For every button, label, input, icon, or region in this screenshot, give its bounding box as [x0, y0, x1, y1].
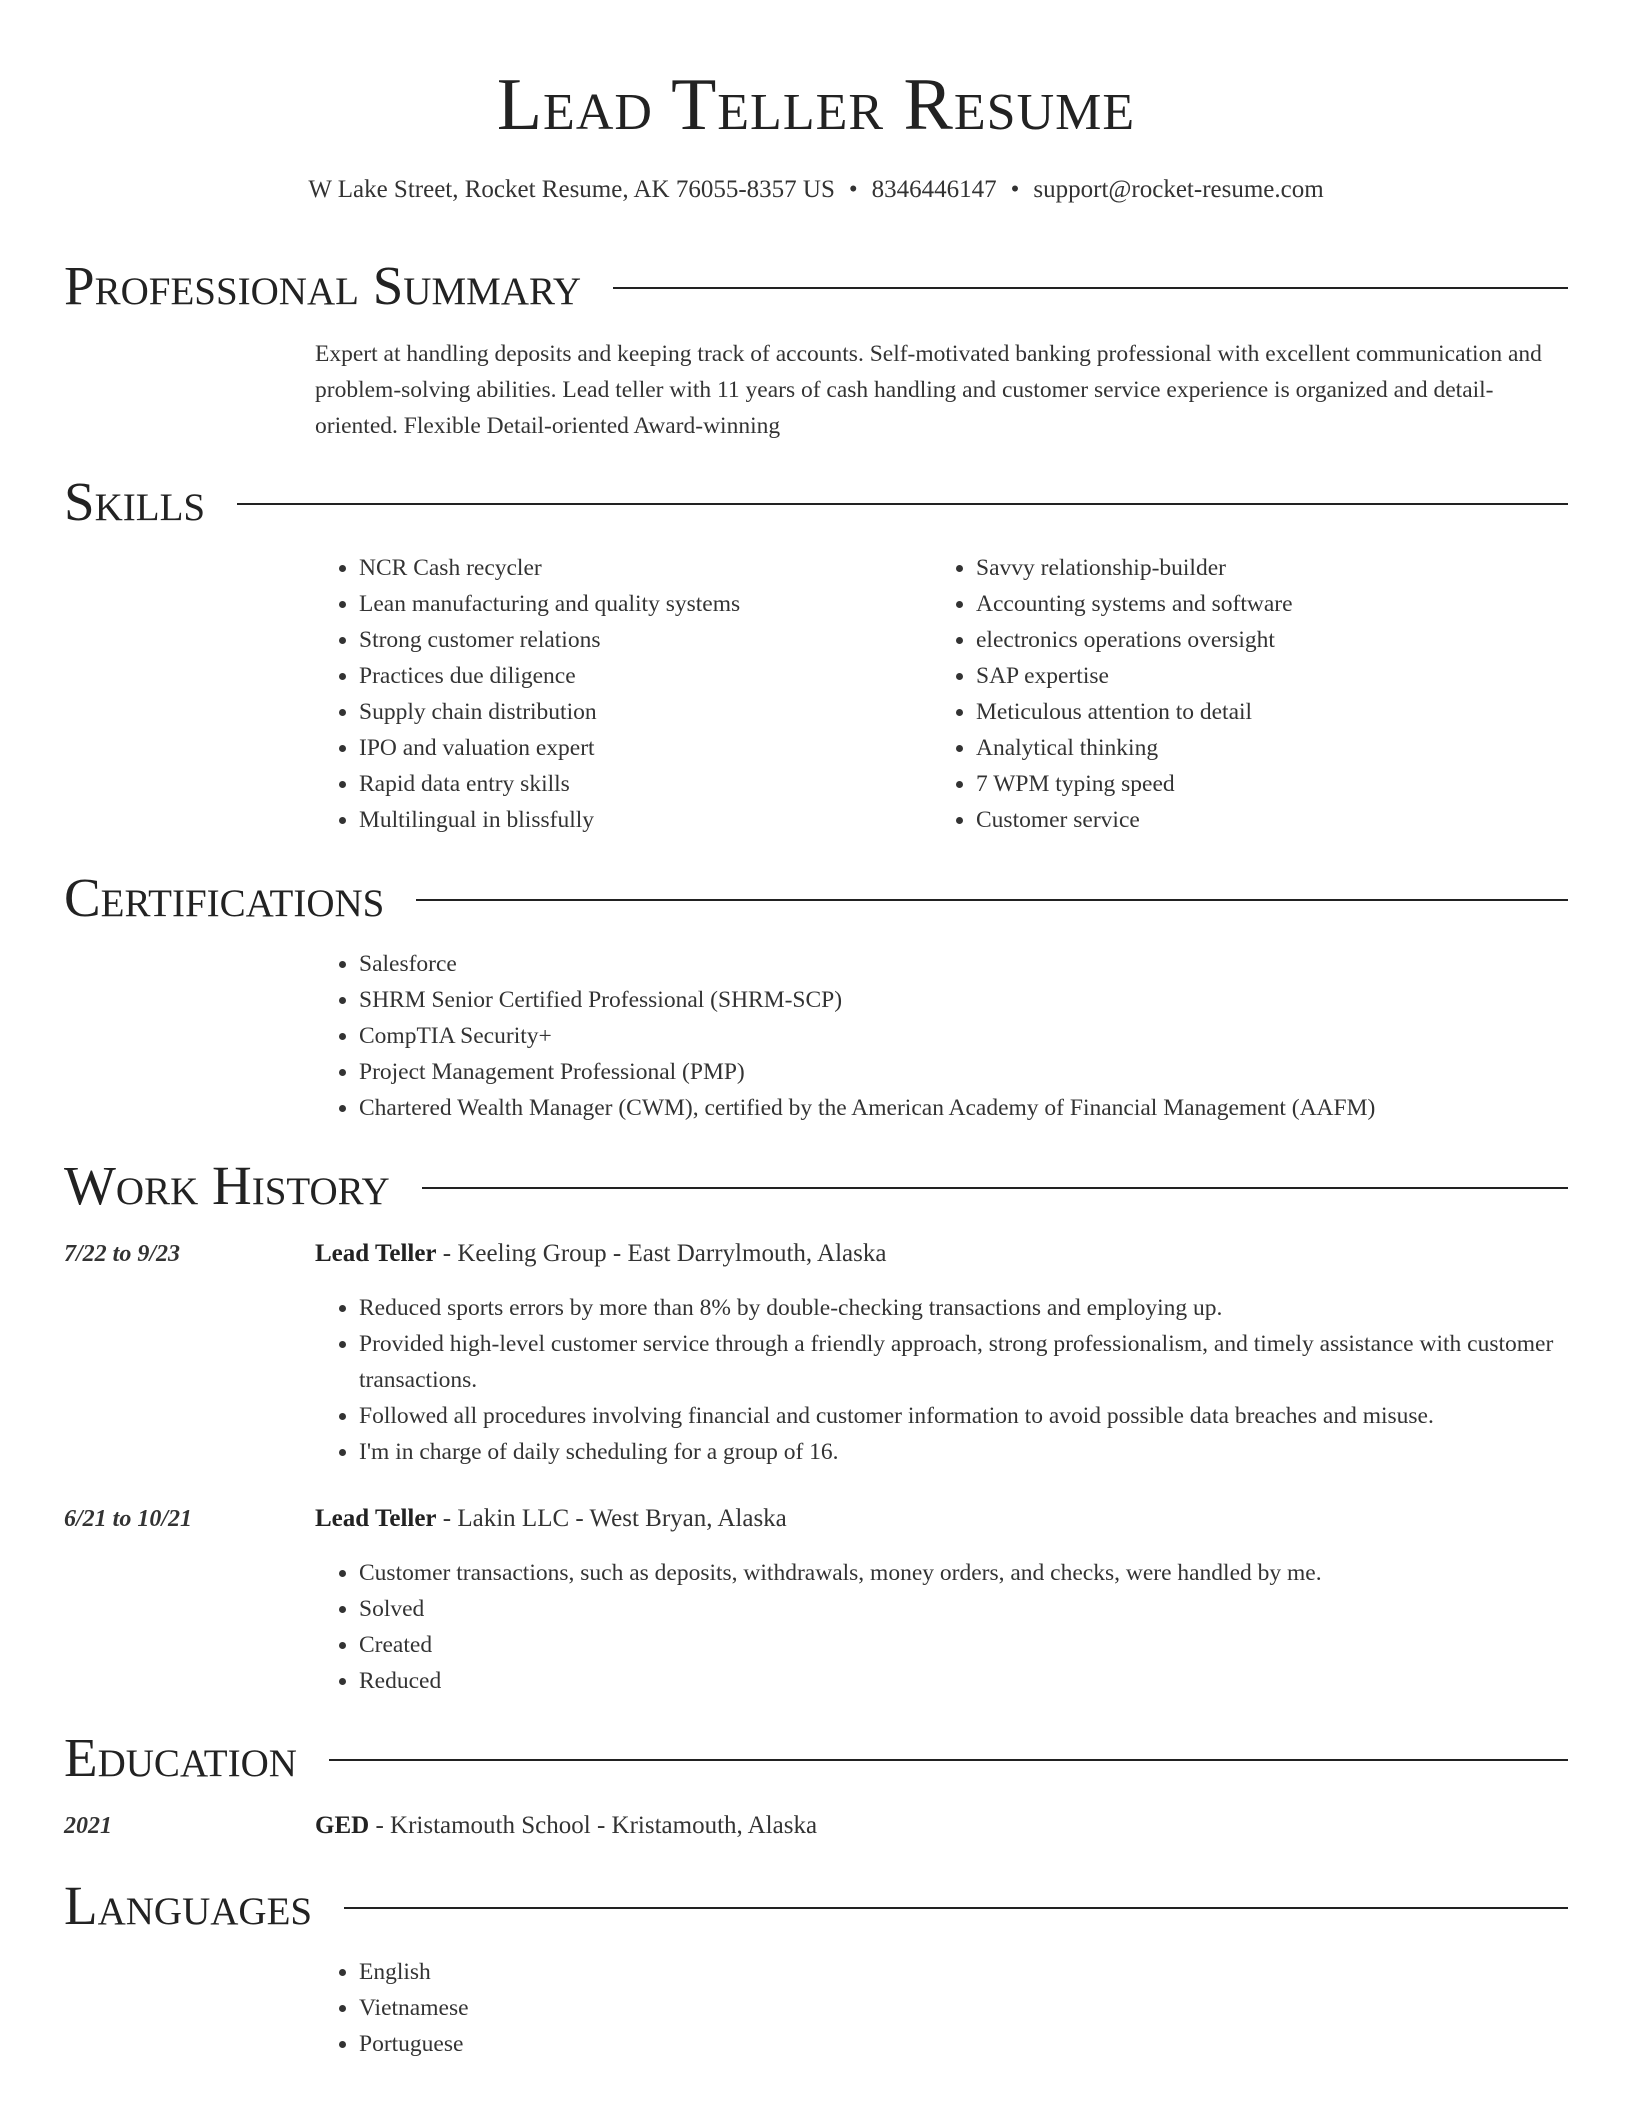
job-title: Lead Teller — [315, 1240, 437, 1267]
education-degree: GED — [315, 1812, 370, 1839]
list-item: • Created — [359, 1627, 1568, 1663]
section-divider — [344, 1907, 1568, 1909]
list-item: • Portuguese — [359, 2026, 1568, 2062]
list-item: • Customer service — [976, 802, 1576, 838]
section-title-summary: Professional Summary — [64, 255, 582, 316]
contact-address: W Lake Street, Rocket Resume, AK 76055-8357 US — [308, 176, 835, 203]
contact-line — [0, 174, 1632, 206]
list-item: • Lean manufacturing and quality systems — [359, 586, 932, 622]
list-item: • Supply chain distribution — [359, 694, 932, 730]
list-item: • I'm in charge of daily scheduling for a group of 16. — [359, 1434, 1568, 1470]
list-item: • Savvy relationship-builder — [976, 550, 1576, 586]
list-item: • Accounting systems and software — [976, 586, 1576, 622]
job-bullet-list — [315, 1555, 1568, 1699]
job-dates: 6/21 to 10/21 — [64, 1506, 193, 1532]
section-header-languages — [64, 1876, 1568, 1936]
skills-body — [315, 550, 1568, 838]
languages-list — [315, 1954, 1568, 2062]
list-item: • Multilingual in blissfully — [359, 802, 932, 838]
section-header-work-history — [64, 1156, 1568, 1216]
list-item: • CompTIA Security+ — [359, 1018, 1568, 1054]
summary-body — [315, 336, 1568, 444]
list-item: • 7 WPM typing speed — [976, 766, 1576, 802]
list-item: • Customer transactions, such as deposits, withdrawals, money orders, and checks, were handled by me. — [359, 1555, 1568, 1591]
resume-title: Lead Teller Resume — [496, 64, 1136, 146]
list-item: • SHRM Senior Certified Professional (SHRM-SCP) — [359, 982, 1568, 1018]
skills-grid — [315, 550, 1568, 838]
certifications-body — [315, 946, 1568, 1126]
contact-separator: • — [1010, 176, 1020, 203]
list-item: • NCR Cash recycler — [359, 550, 932, 586]
education-heading — [315, 1808, 1568, 1844]
section-title-work-history: Work History — [64, 1155, 390, 1216]
section-header-summary — [64, 256, 1568, 316]
education-year: 2021 — [64, 1813, 112, 1839]
job-details: - Keeling Group - East Darrylmouth, Alaska — [436, 1240, 887, 1267]
list-item: • Chartered Wealth Manager (CWM), certified by the American Academy of Financial Management (AAFM) — [359, 1090, 1568, 1126]
contact-email: support@rocket-resume.com — [1033, 176, 1324, 203]
skills-list-right — [932, 550, 1576, 838]
summary-text: Expert at handling deposits and keeping track of accounts. Self-motivated banking professional with excellent communication and problem-solving abilities. Lead teller with 11 years of cash handling and customer service experience is organized and detail-oriented. Flexible Detail-oriented Award-winning — [315, 341, 1542, 439]
list-item: • Provided high-level customer service through a friendly approach, strong professionalism, and timely assistance with customer transactions. — [359, 1326, 1568, 1398]
section-divider — [613, 287, 1568, 289]
list-item: • Reduced — [359, 1663, 1568, 1699]
section-divider — [422, 1187, 1568, 1189]
list-item: • Followed all procedures involving financial and customer information to avoid possible data breaches and misuse. — [359, 1398, 1568, 1434]
section-header-certifications — [64, 868, 1568, 928]
job-details: - Lakin LLC - West Bryan, Alaska — [436, 1505, 787, 1532]
job-bullets — [315, 1290, 1568, 1470]
contact-phone: 8346446147 — [871, 176, 997, 203]
list-item: • electronics operations oversight — [976, 622, 1576, 658]
list-item: • Meticulous attention to detail — [976, 694, 1576, 730]
list-item: • Vietnamese — [359, 1990, 1568, 2026]
section-divider — [416, 899, 1568, 901]
section-title-certifications: Certifications — [64, 867, 385, 928]
job-heading — [315, 1501, 1568, 1537]
section-header-education — [64, 1728, 1568, 1788]
section-divider — [329, 1759, 1568, 1761]
section-title-skills: Skills — [64, 471, 206, 532]
contact-separator: • — [848, 176, 858, 203]
list-item: • Analytical thinking — [976, 730, 1576, 766]
section-title-education: Education — [64, 1727, 297, 1788]
languages-body — [315, 1954, 1568, 2062]
section-divider — [237, 503, 1568, 505]
list-item: • English — [359, 1954, 1568, 1990]
list-item: • Solved — [359, 1591, 1568, 1627]
list-item: • Salesforce — [359, 946, 1568, 982]
job-heading — [315, 1236, 1568, 1272]
education-details: - Kristamouth School - Kristamouth, Alaska — [369, 1812, 818, 1839]
list-item: • SAP expertise — [976, 658, 1576, 694]
job-bullets — [315, 1555, 1568, 1699]
job-bullet-list — [315, 1290, 1568, 1470]
skills-list-left — [315, 550, 932, 838]
list-item: • Strong customer relations — [359, 622, 932, 658]
list-item: • Reduced sports errors by more than 8% by double-checking transactions and employing up. — [359, 1290, 1568, 1326]
list-item: • IPO and valuation expert — [359, 730, 932, 766]
list-item: • Rapid data entry skills — [359, 766, 932, 802]
list-item: • Practices due diligence — [359, 658, 932, 694]
certifications-list — [315, 946, 1568, 1126]
job-title: Lead Teller — [315, 1505, 437, 1532]
section-header-skills — [64, 472, 1568, 532]
list-item: • Project Management Professional (PMP) — [359, 1054, 1568, 1090]
section-title-languages: Languages — [64, 1875, 313, 1936]
job-dates: 7/22 to 9/23 — [64, 1241, 181, 1267]
